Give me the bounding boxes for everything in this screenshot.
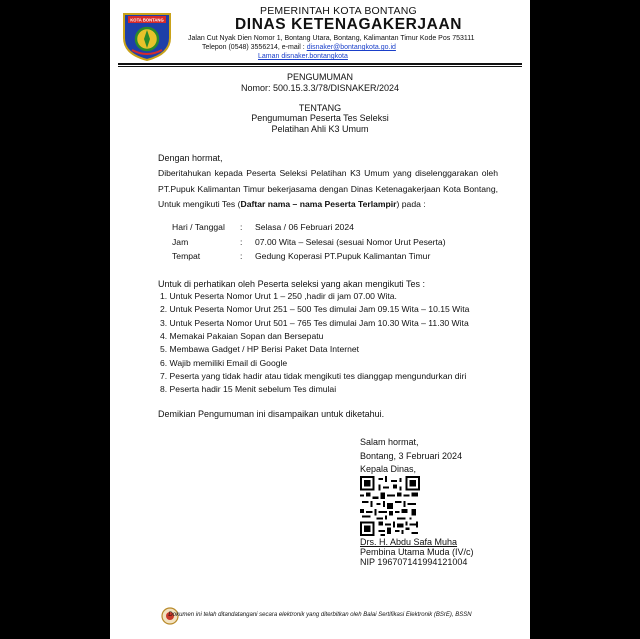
- subject-line-1: Pengumuman Peserta Tes Seleksi: [251, 113, 389, 123]
- list-item: 4. Memakai Pakaian Sopan dan Bersepatu: [160, 330, 324, 341]
- schedule-sep: :: [240, 251, 243, 261]
- salutation: Salam hormat,: [360, 437, 419, 447]
- email-link[interactable]: disnaker@bontangkota.go.id: [306, 44, 396, 51]
- para-bold: Daftar nama – nama Peserta Terlampir: [240, 199, 397, 209]
- intro-paragraph: [158, 166, 498, 213]
- list-item: 2. Untuk Peserta Nomor Urut 251 – 500 Tes dimulai Jam 09.15 Wita – 10.15 Wita: [160, 304, 470, 315]
- schedule-value: Gedung Koperasi PT.Pupuk Kalimantan Timur: [255, 251, 431, 261]
- schedule-label: Tempat: [172, 251, 201, 261]
- emblem-text: KOTA BONTANG: [130, 17, 164, 23]
- dept-name: DINAS KETENAGAKERJAAN: [235, 16, 463, 33]
- org-name: PEMERINTAH KOTA BONTANG: [260, 5, 417, 17]
- schedule-sep: :: [240, 222, 243, 232]
- closing-text: Demikian Pengumuman ini disampaikan untuk diketahui.: [158, 409, 385, 419]
- qr-code-icon: [360, 476, 420, 536]
- notes-intro: Untuk di perhatikan oleh Peserta seleksi yang akan mengikuti Tes :: [158, 279, 425, 289]
- signer-name: Drs. H. Abdu Safa Muha: [360, 537, 458, 547]
- header-rule: [118, 63, 522, 65]
- letter-page: [110, 0, 530, 639]
- schedule-label: Jam: [172, 237, 189, 247]
- signer-rank: Pembina Utama Muda (IV/c): [360, 547, 474, 557]
- list-item: 7. Peserta yang tidak hadir atau tidak mengikuti tes dianggap mengundurkan diri: [160, 370, 467, 381]
- address: Jalan Cut Nyak Dien Nomor 1, Bontang Utara, Bontang, Kalimantan Timur Kode Pos 753111: [188, 35, 475, 42]
- list-item: 5. Membawa Gadget / HP Berisi Paket Data Internet: [160, 344, 360, 355]
- about-heading: TENTANG: [298, 103, 342, 113]
- schedule-label: Hari / Tanggal: [172, 222, 225, 232]
- para-text-end: ) pada :: [396, 199, 426, 209]
- city-emblem-icon: [120, 8, 174, 62]
- schedule-value: Selasa / 06 Februari 2024: [255, 222, 354, 232]
- greeting: Dengan hormat,: [158, 153, 223, 163]
- place-date: Bontang, 3 Februari 2024: [360, 451, 463, 461]
- signer-nip: NIP 196707141994121004: [360, 557, 468, 567]
- footer-note: Dokumen ini telah ditandatangani secara elektronik yang diterbitkan oleh Balai Sertifikasi Elektronik (BSrE), BSSN: [168, 612, 472, 618]
- phone-text: Telepon (0548) 3556214, e-mail :: [202, 44, 307, 51]
- para-text: Diberitahukan kepada Peserta Seleksi Pelatihan K3 Umum yang diselenggarakan oleh PT.Pupuk Kalimantan Timur bekerjasama dengan Dinas Ketenagakerjaan Kota Bontang, Untuk mengikuti Tes (: [158, 168, 498, 209]
- subject-line-2: Pelatihan Ahli K3 Umum: [271, 124, 369, 134]
- list-item: 8. Peserta hadir 15 Menit sebelum Tes dimulai: [160, 384, 337, 395]
- letter-number: Nomor: 500.15.3.3/78/DISNAKER/2024: [240, 83, 400, 93]
- signer-position: Kepala Dinas,: [360, 464, 417, 474]
- list-item: 3. Untuk Peserta Nomor Urut 501 – 765 Tes dimulai Jam 10.30 Wita – 11.30 Wita: [160, 317, 469, 328]
- header-rule-thin: [118, 66, 522, 67]
- schedule-value: 07.00 Wita – Selesai (sesuai Nomor Urut Peserta): [255, 237, 446, 247]
- contact-line: [202, 44, 396, 51]
- list-item: 6. Wajib memiliki Email di Google: [160, 357, 288, 368]
- schedule-sep: :: [240, 237, 243, 247]
- list-item: 1. Untuk Peserta Nomor Urut 1 – 250 ,hadir di jam 07.00 Wita.: [160, 291, 397, 301]
- announcement-heading: PENGUMUMAN: [286, 72, 353, 82]
- website-link[interactable]: Laman disnaker.bontangkota: [258, 53, 348, 60]
